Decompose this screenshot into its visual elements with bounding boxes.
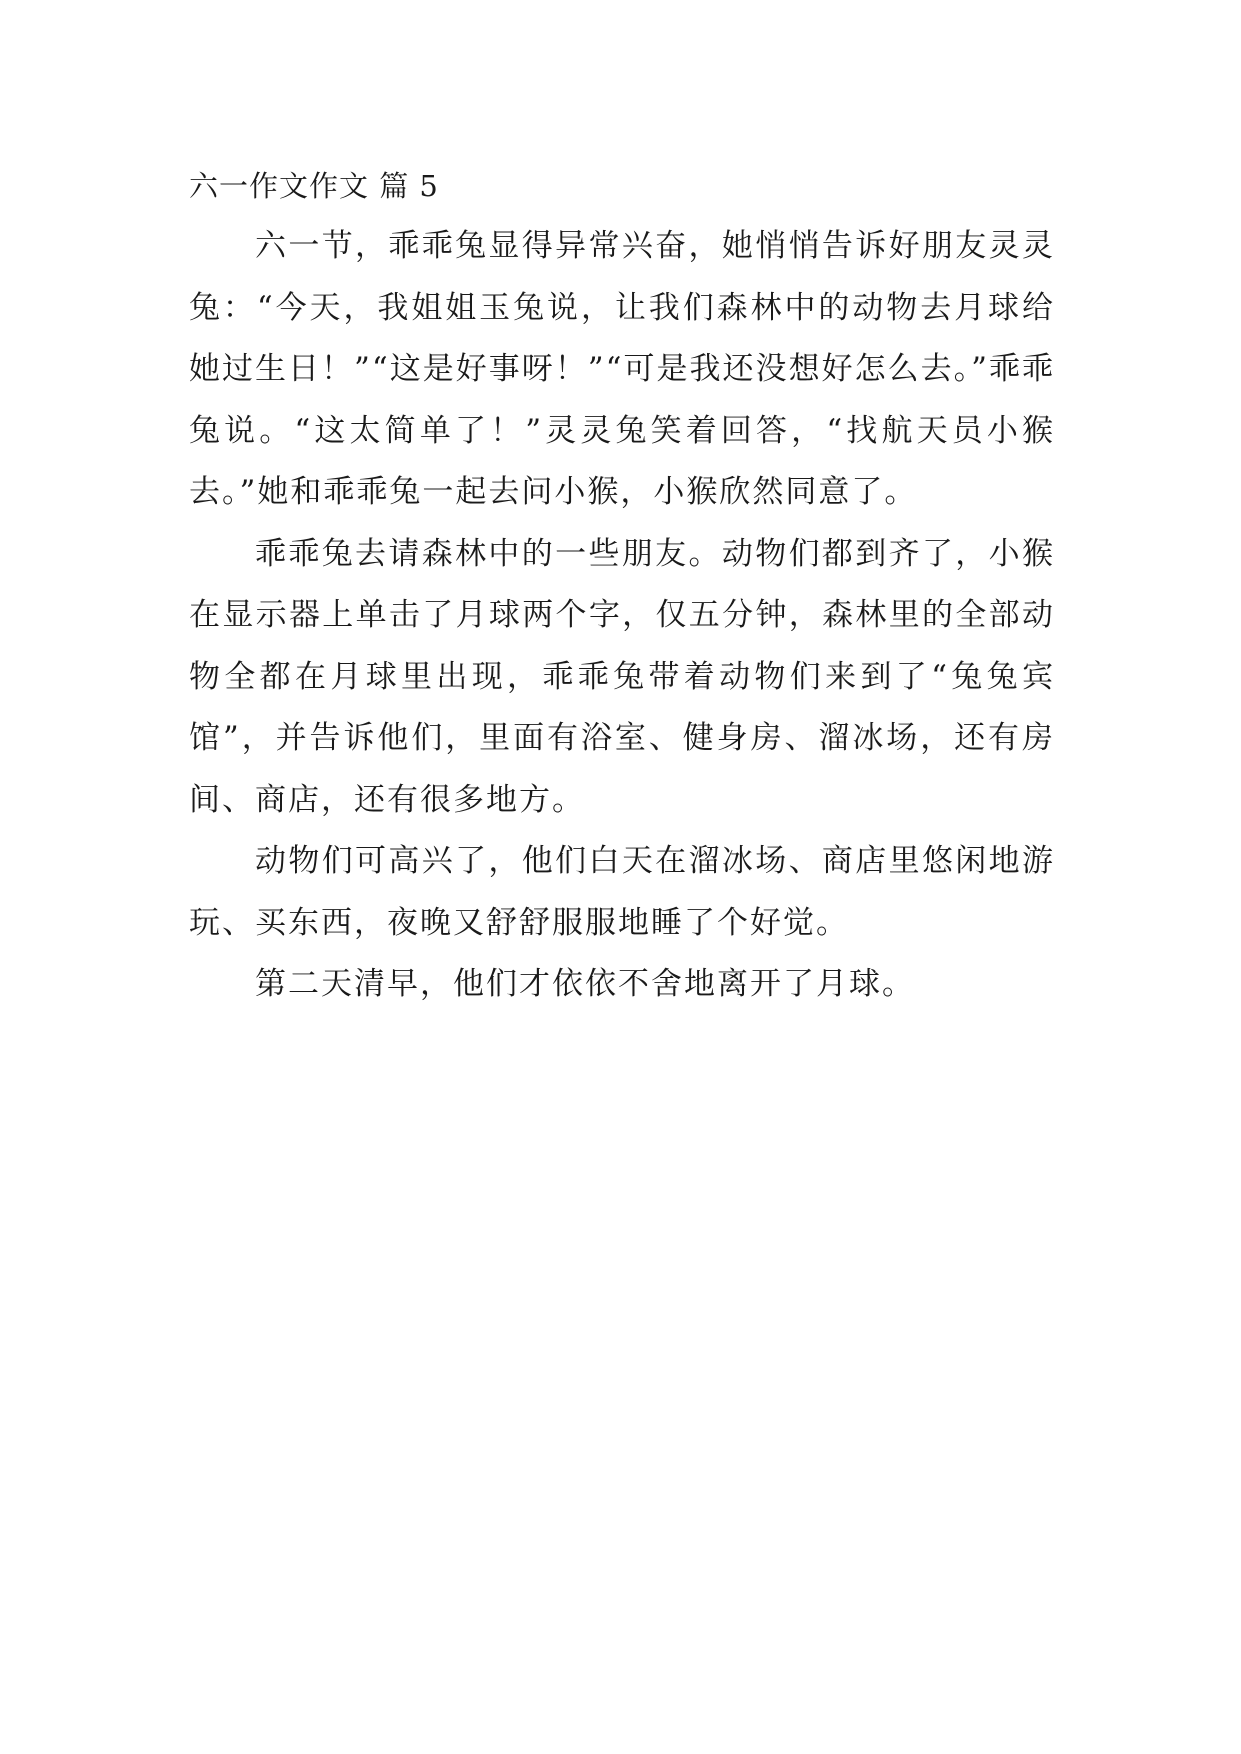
document-body: [189, 156, 1055, 1016]
paragraph-4: 第二天清早，他们才依依不舍地离开了月球。: [255, 966, 915, 1002]
paragraph-3: 动物们可高兴了，他们白天在溜冰场、商店里悠闲地游玩、买东西，夜晚又舒舒服服地睡了个好觉。: [189, 843, 1055, 941]
document-title: 六一作文作文 篇 5: [189, 169, 439, 203]
paragraph-2: 乖乖兔去请森林中的一些朋友。动物们都到齐了，小猴在显示器上单击了月球两个字，仅五分钟，森林里的全部动物全都在月球里出现，乖乖兔带着动物们来到了“兔兔宾馆”，并告诉他们，里面有浴室、健身房、溜冰场，还有房间、商店，还有很多地方。: [189, 535, 1055, 818]
paragraph-1: 六一节，乖乖兔显得异常兴奋，她悄悄告诉好朋友灵灵兔：“今天，我姐姐玉兔说，让我们森林中的动物去月球给她过生日！”“这是好事呀！”“可是我还没想好怎么去。”乖乖兔说。“这太简单了！”灵灵兔笑着回答，“找航天员小猴去。”她和乖乖兔一起去问小猴，小猴欣然同意了。: [189, 228, 1055, 510]
